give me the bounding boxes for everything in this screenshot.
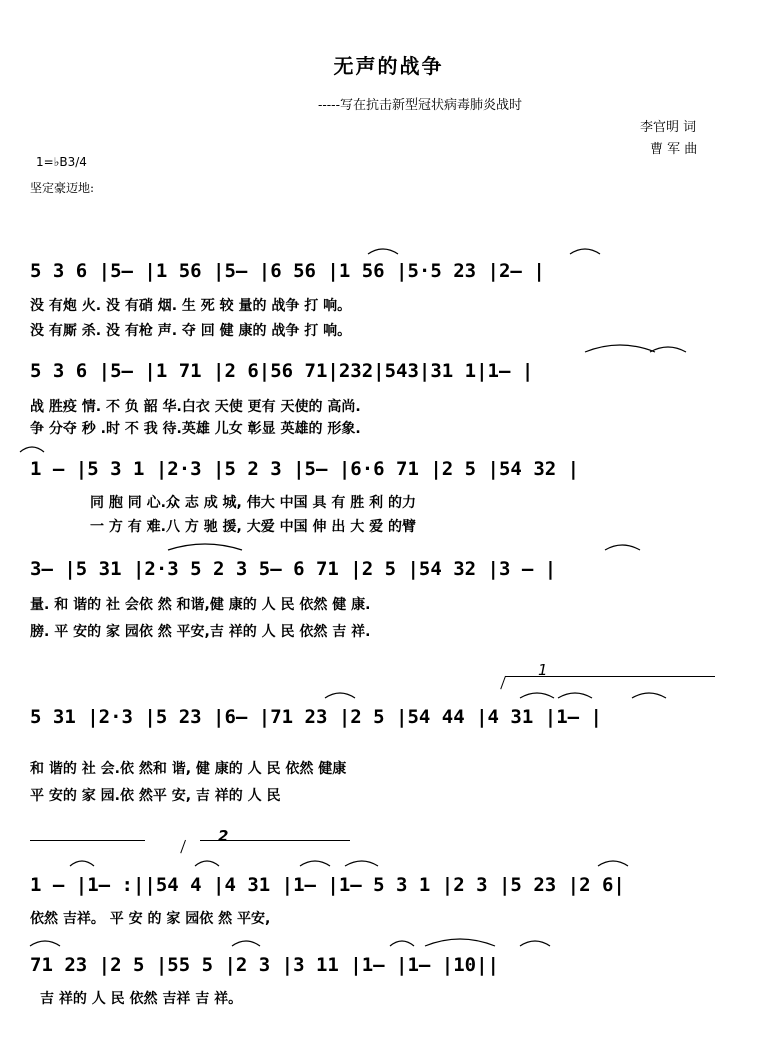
lyricist-credit: 李官明 词 [640,120,697,135]
notation-line-2: 5 3 6 |5– |1 71 |2 6|56 71|232|543|31 1|1– | [30,360,534,382]
key-signature: 1=♭B3/4 [36,155,87,169]
notation-line-1: 5 3 6 |5– |1 56 |5– |6 56 |1 56 |5·5 23 |2– | [30,260,545,282]
notation-line-3: 1 – |5 3 1 |2·3 |5 2 3 |5– |6·6 71 |2 5 |54 32 | [30,458,580,480]
slur [368,249,398,254]
slur [232,941,260,946]
slur [632,693,666,698]
slur [195,861,219,866]
composer-credit: 曹 军 曲 [650,142,698,157]
lyric-line-4-verse-2: 膀. 平 安的 家 园依 然 平安,吉 祥的 人 民 依然 吉 祥. [30,624,371,640]
notation-line-7: 71 23 |2 5 |55 5 |2 3 |3 11 |1– |1– |10|| [30,954,499,976]
slur [570,249,600,254]
tempo-marking: 坚定豪迈地: [30,181,95,195]
lyric-line-2-verse-2: 争 分夺 秒 .时 不 我 待.英雄 儿女 彰显 英雄的 形象. [30,421,361,437]
song-subtitle: -----写在抗击新型冠状病毒肺炎战时 [318,98,522,113]
slur [605,545,640,550]
slur [598,861,628,866]
slur [30,941,60,946]
slur [585,345,655,352]
slur [425,939,495,946]
slur [325,693,355,698]
lyric-line-2-verse-1: 战 胜疫 情. 不 负 韶 华.白衣 天使 更有 天使的 高尚. [30,399,361,415]
notation-line-5: 5 31 |2·3 |5 23 |6– |71 23 |2 5 |54 44 |4 31 |1– | [30,706,602,728]
song-title: 无声的战争 [333,54,444,78]
lyric-line-1-verse-2: 没 有厮 杀. 没 有枪 声. 夺 回 健 康的 战争 打 响。 [30,323,352,339]
lyric-line-3-verse-2: 一 方 有 难.八 方 驰 援, 大爱 中国 伸 出 大 爱 的臂 [90,519,416,535]
slur [70,861,94,866]
slur [520,693,554,698]
slur [300,861,330,866]
lyric-line-3-verse-1: 同 胞 同 心.众 志 成 城, 伟大 中国 具 有 胜 利 的力 [90,495,416,511]
notation-line-6: 1 – |1– :||54 4 |4 31 |1– |1– 5 3 1 |2 3 |5 23 |2 6| [30,874,625,896]
slur [168,544,242,550]
slur [345,861,378,866]
slur [390,941,414,946]
slur [650,347,686,352]
second-ending-number: 2 [218,827,229,845]
lyric-line-5-verse-2: 平 安的 家 园.依 然平 安, 吉 祥的 人 民 [30,788,281,804]
lyric-line-7-verse-1: 吉 祥的 人 民 依然 吉祥 吉 祥。 [40,991,243,1007]
slur [520,941,550,946]
lyric-line-4-verse-1: 量. 和 谐的 社 会依 然 和谐,健 康的 人 民 依然 健 康. [30,597,371,613]
slur [558,693,592,698]
lyric-line-5-verse-1: 和 谐的 社 会.依 然和 谐, 健 康的 人 民 依然 健康 [30,761,347,777]
first-ending-number: 1 [538,661,548,679]
lyric-line-1-verse-1: 没 有炮 火. 没 有硝 烟. 生 死 较 量的 战争 打 响。 [30,298,352,314]
slur [20,447,44,452]
lyric-line-6-verse-1: 依然 吉祥。 平 安 的 家 园依 然 平安, [30,911,271,927]
notation-line-4: 3– |5 31 |2·3 5 2 3 5– 6 71 |2 5 |54 32 |3 – | [30,558,557,580]
